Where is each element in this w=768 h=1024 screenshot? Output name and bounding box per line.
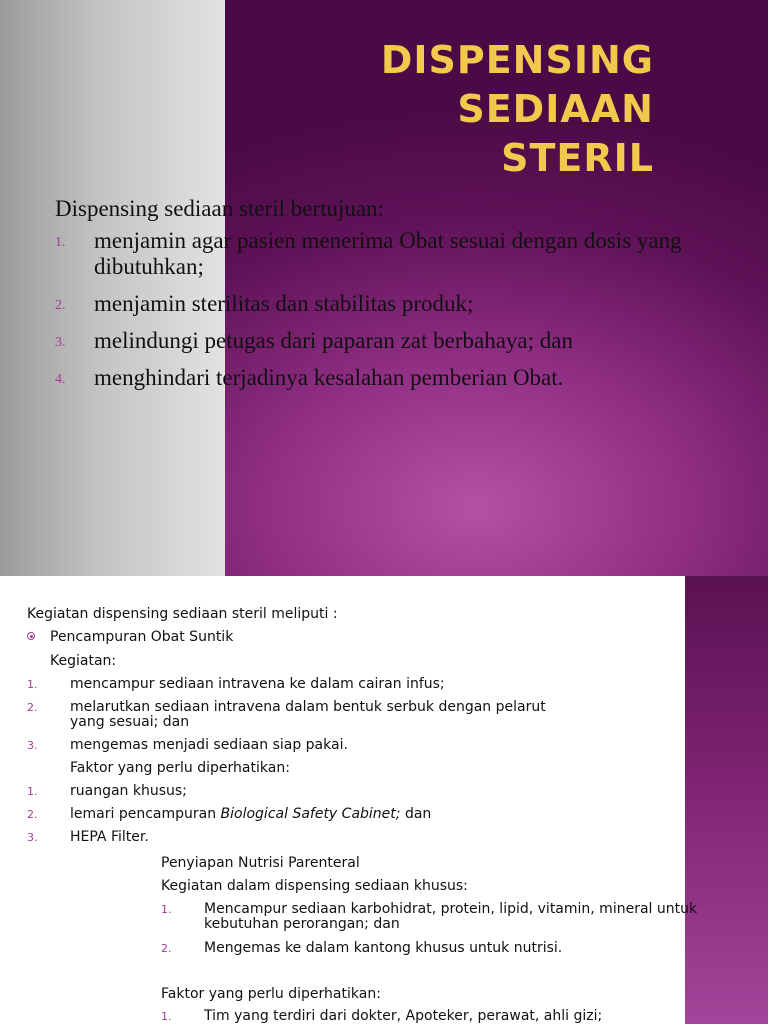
title-line-1: DISPENSING SEDIAAN xyxy=(380,38,654,131)
section-title-text: Penyiapan Nutrisi Parenteral xyxy=(161,855,360,871)
list-number: 1. xyxy=(161,1010,172,1023)
title-line-2: STERIL xyxy=(501,136,654,180)
section-title-text: Pencampuran Obat Suntik xyxy=(50,629,234,645)
italic-text: Biological Safety Cabinet; xyxy=(220,806,401,822)
list-item-text: Mencampur sediaan karbohidrat, protein, lipid, vitamin, mineral untuk xyxy=(204,901,698,917)
list-item-text: Tim yang terdiri dari dokter, Apoteker, perawat, ahli gizi; xyxy=(204,1008,603,1024)
slide-2 xyxy=(0,576,768,1024)
list-number: 2. xyxy=(161,942,172,955)
list-item xyxy=(55,365,715,391)
label-text: Kegiatan dalam dispensing sediaan khusus: xyxy=(161,878,468,894)
list-number: 2. xyxy=(55,298,66,313)
text-segment: dan xyxy=(400,806,432,822)
list-item-text: melindungi petugas dari paparan zat berbahaya; dan xyxy=(94,328,573,353)
label-text: Kegiatan: xyxy=(50,653,117,669)
list-item-text xyxy=(70,806,431,822)
list-number: 3. xyxy=(27,739,38,752)
list-number: 4. xyxy=(55,372,66,387)
list-item xyxy=(55,228,715,280)
list-number: 3. xyxy=(55,335,66,350)
list-item-text: menjamin agar pasien menerima Obat sesuai dengan dosis yang dibutuhkan; xyxy=(94,228,682,279)
list-item-text: HEPA Filter. xyxy=(70,829,149,845)
list-item-text: melarutkan sediaan intravena dalam bentuk serbuk dengan pelarut xyxy=(70,699,546,715)
list-number: 2. xyxy=(27,701,38,714)
list-item-text: kebutuhan perorangan; dan xyxy=(204,916,400,932)
list-number: 1. xyxy=(161,903,172,916)
list-item xyxy=(55,291,715,317)
list-item-text: yang sesuai; dan xyxy=(70,714,190,730)
heading-text: Kegiatan dispensing sediaan steril meliputi : xyxy=(27,606,338,622)
list-number: 1. xyxy=(27,678,38,691)
circle-bullet-icon xyxy=(27,632,35,640)
label-text: Faktor yang perlu diperhatikan: xyxy=(70,760,290,776)
list-item-text: Mengemas ke dalam kantong khusus untuk nutrisi. xyxy=(204,940,563,956)
list-item-text: ruangan khusus; xyxy=(70,783,187,799)
list-item-text: menjamin sterilitas dan stabilitas produk; xyxy=(94,291,474,316)
list-item xyxy=(55,328,715,354)
slide-1-list xyxy=(55,228,715,391)
label-text: Faktor yang perlu diperhatikan: xyxy=(161,986,381,1002)
list-item-text: mencampur sediaan intravena ke dalam cairan infus; xyxy=(70,676,445,692)
list-number: 2. xyxy=(27,808,38,821)
list-number: 1. xyxy=(55,235,66,250)
slide-1-title xyxy=(226,36,654,183)
slide-2-accent-bar xyxy=(685,576,768,1024)
slide-1-body xyxy=(55,194,715,402)
list-item-text: menghindari terjadinya kesalahan pemberian Obat. xyxy=(94,365,564,390)
list-number: 1. xyxy=(27,785,38,798)
list-number: 3. xyxy=(27,831,38,844)
list-item-text: mengemas menjadi sediaan siap pakai. xyxy=(70,737,348,753)
text-segment: lemari pencampuran xyxy=(70,806,221,822)
slide-1-intro: Dispensing sediaan steril bertujuan: xyxy=(55,196,384,221)
